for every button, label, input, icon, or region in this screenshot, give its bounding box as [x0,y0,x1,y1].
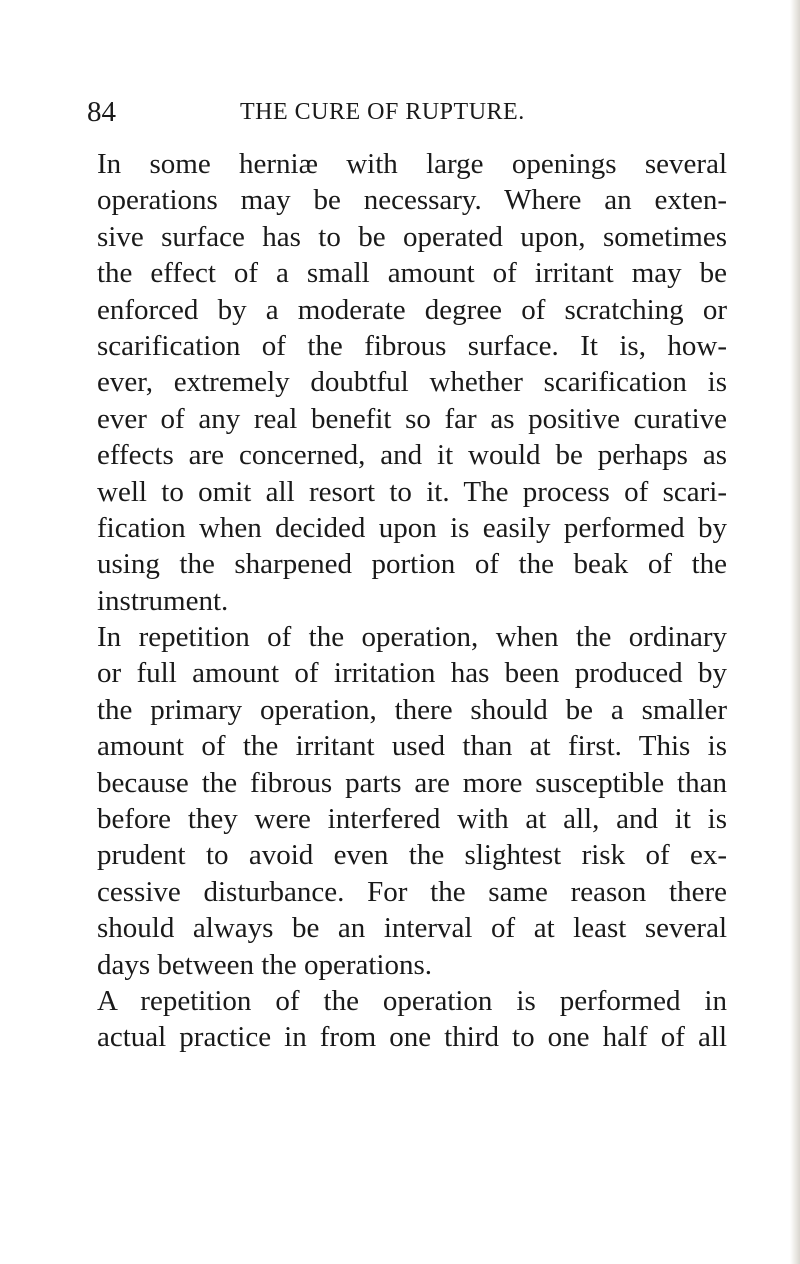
text-line: amount of the irritant used than at first. This is [97,730,727,763]
text-line: the effect of a small amount of irritant may be [97,257,727,290]
text-line: prudent to avoid even the slightest risk of ex- [97,839,727,872]
text-line: actual practice in from one third to one half of all [97,1021,727,1054]
text-line: ever of any real benefit so far as positive curative [97,402,727,435]
text-line: using the sharpened portion of the beak of the [97,548,727,581]
text-line: fication when decided upon is easily performed by [97,511,727,544]
text-line: or full amount of irritation has been produced by [97,657,727,690]
text-line: before they were interfered with at all, and it is [97,803,727,836]
text-line: effects are concerned, and it would be perhaps as [97,439,727,472]
running-title: THE CURE OF RUPTURE. [240,99,525,125]
text-line: because the fibrous parts are more susceptible than [97,766,727,799]
text-line: ever, extremely doubtful whether scarification is [97,366,727,399]
text-line: In repetition of the operation, when the ordinary [97,621,727,654]
text-line: instrument. [97,584,229,617]
text-line: operations may be necessary. Where an exten- [97,184,727,217]
text-line: cessive disturbance. For the same reason there [97,875,727,908]
text-line: the primary operation, there should be a smaller [97,693,727,726]
text-line: A repetition of the operation is performed in [97,984,727,1017]
text-line: days between the operations. [97,948,433,981]
text-line: sive surface has to be operated upon, sometimes [97,220,727,253]
running-head [87,94,713,130]
page-edge-shadow [790,0,800,1264]
body-text [97,146,727,1056]
text-line: In some herniæ with large openings several [97,148,727,180]
text-line: enforced by a moderate degree of scratching or [97,293,727,326]
page-number: 84 [87,96,116,128]
text-line: should always be an interval of at least several [97,912,727,945]
text-line: well to omit all resort to it. The process of scari- [97,475,727,508]
text-line: scarification of the fibrous surface. It is, how- [97,329,727,362]
